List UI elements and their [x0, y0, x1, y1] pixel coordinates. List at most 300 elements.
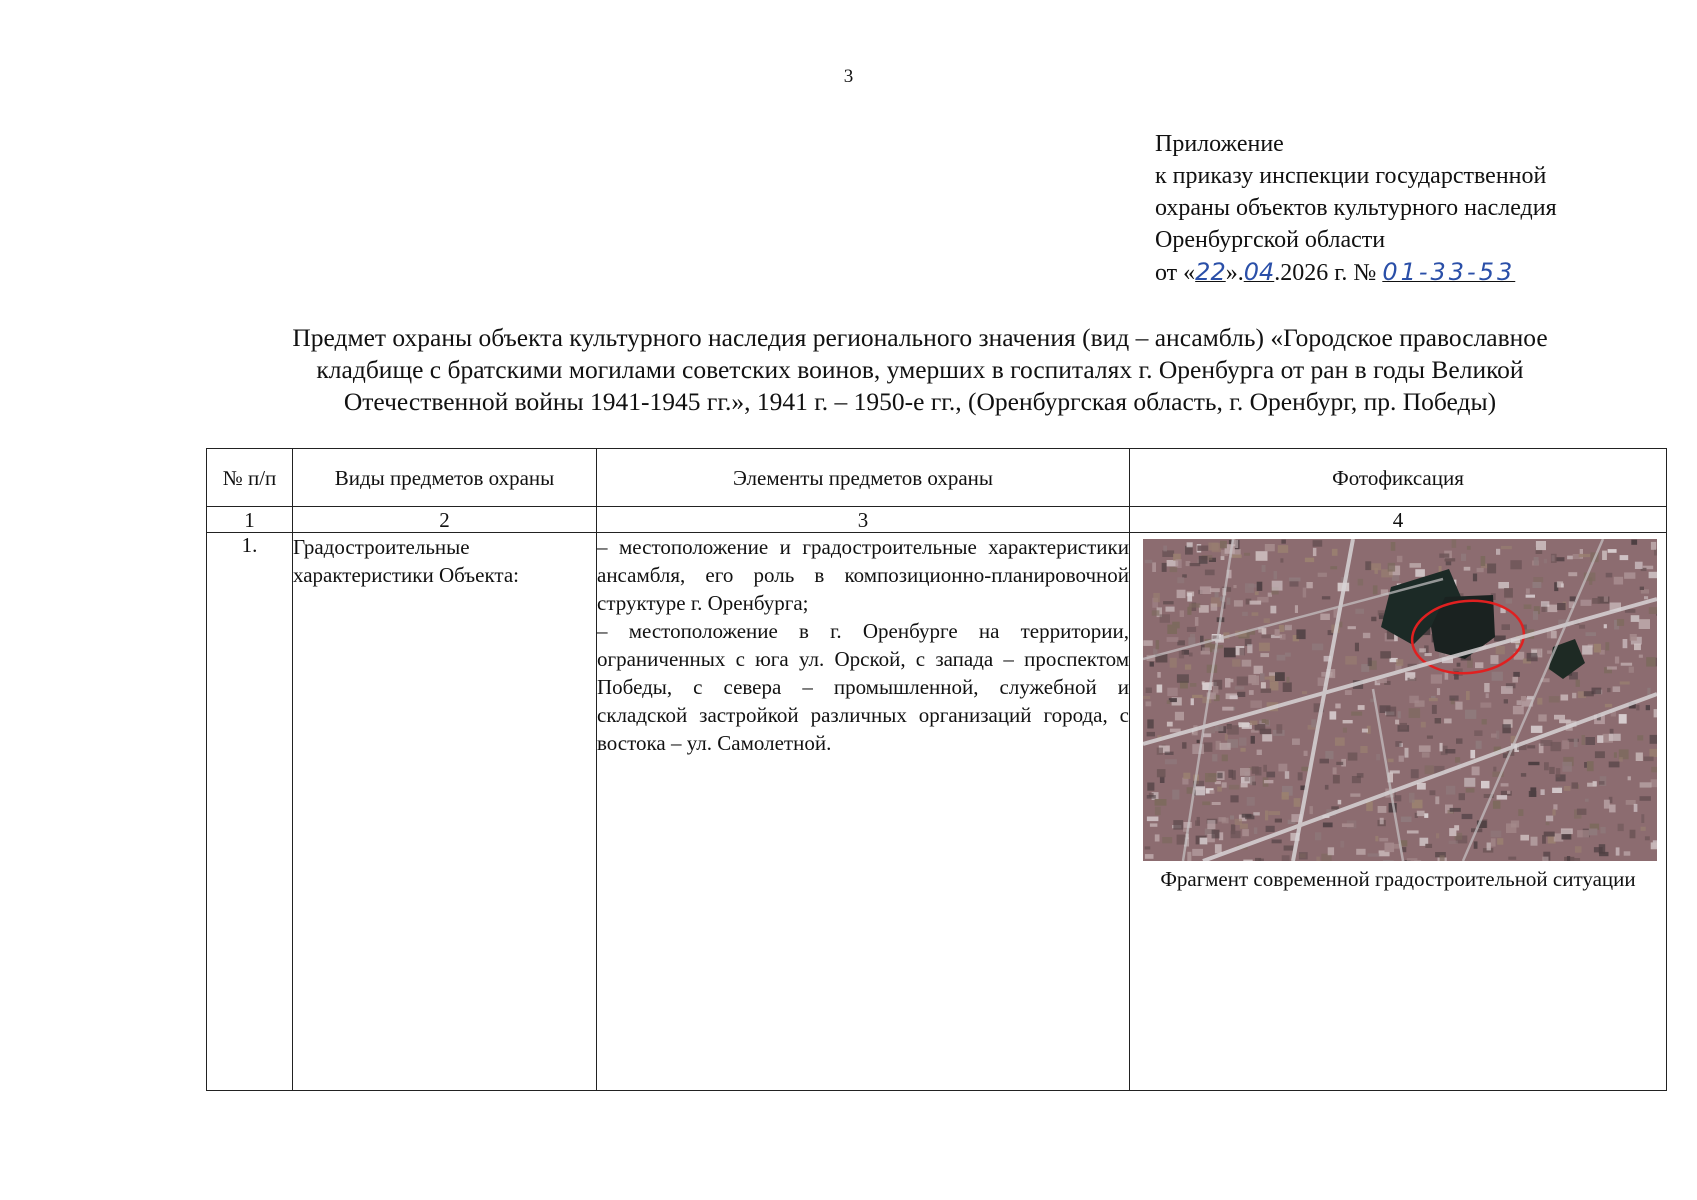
map-texture-block	[1497, 838, 1503, 845]
map-texture-block	[1624, 851, 1631, 855]
map-texture-block	[1227, 598, 1231, 605]
map-texture-block	[1542, 857, 1548, 861]
map-texture-block	[1145, 846, 1151, 849]
map-texture-block	[1215, 726, 1223, 732]
map-texture-block	[1572, 693, 1576, 699]
map-texture-block	[1501, 783, 1509, 786]
map-texture-block	[1262, 719, 1266, 723]
map-texture-block	[1232, 659, 1241, 667]
map-texture-block	[1348, 753, 1358, 761]
map-texture-block	[1183, 773, 1190, 779]
map-texture-block	[1219, 832, 1223, 840]
map-texture-block	[1411, 769, 1419, 778]
map-texture-block	[1556, 768, 1560, 777]
map-texture-block	[1496, 646, 1505, 654]
map-texture-block	[1640, 796, 1651, 801]
map-texture-block	[1323, 823, 1333, 828]
map-texture-block	[1630, 830, 1636, 839]
map-texture-block	[1400, 723, 1407, 730]
map-texture-block	[1579, 625, 1585, 629]
map-texture-block	[1175, 712, 1184, 721]
map-texture-block	[1147, 732, 1155, 737]
map-texture-block	[1501, 686, 1513, 694]
map-texture-block	[1520, 835, 1529, 841]
map-texture-block	[1262, 565, 1266, 572]
map-texture-block	[1276, 724, 1282, 733]
map-texture-block	[1170, 567, 1178, 572]
map-texture-block	[1303, 588, 1306, 598]
map-texture-block	[1449, 841, 1458, 844]
map-texture-block	[1274, 571, 1278, 579]
map-texture-block	[1252, 612, 1259, 616]
map-texture-block	[1477, 568, 1484, 572]
map-texture-block	[1177, 835, 1186, 845]
map-texture-block	[1262, 734, 1272, 741]
map-texture-block	[1188, 637, 1195, 645]
map-texture-block	[1335, 704, 1340, 709]
map-texture-block	[1282, 855, 1290, 861]
map-texture-block	[1476, 741, 1482, 749]
map-texture-block	[1275, 819, 1282, 823]
map-texture-block	[1521, 773, 1526, 777]
map-texture-block	[1190, 563, 1201, 566]
map-texture-block	[1264, 780, 1274, 783]
map-texture-block	[1592, 598, 1600, 604]
map-texture-block	[1501, 546, 1512, 549]
map-texture-block	[1292, 739, 1300, 745]
map-texture-block	[1358, 705, 1365, 710]
map-texture-block	[1254, 827, 1257, 834]
map-texture-block	[1208, 543, 1218, 551]
map-texture-block	[1330, 566, 1337, 569]
map-texture-block	[1249, 690, 1254, 695]
row-photo	[1130, 533, 1667, 1091]
map-texture-block	[1298, 772, 1303, 780]
map-texture-block	[1250, 721, 1258, 725]
map-texture-block	[1237, 677, 1248, 686]
map-texture-block	[1279, 625, 1284, 632]
map-texture-block	[1486, 693, 1489, 698]
map-texture-block	[1544, 762, 1549, 770]
map-texture-block	[1162, 837, 1172, 843]
map-texture-block	[1531, 837, 1538, 846]
map-texture-block	[1619, 757, 1623, 762]
map-texture-block	[1506, 599, 1513, 604]
map-texture-block	[1534, 557, 1539, 565]
map-texture-block	[1286, 677, 1289, 683]
map-texture-block	[1220, 743, 1231, 750]
map-texture-block	[1473, 574, 1477, 582]
map-texture-block	[1167, 688, 1177, 696]
map-texture-block	[1189, 603, 1201, 607]
map-texture-block	[1375, 836, 1378, 841]
map-texture-block	[1200, 586, 1211, 594]
map-texture-block	[1552, 809, 1555, 815]
map-texture-block	[1446, 561, 1452, 565]
map-texture-block	[1187, 607, 1191, 615]
map-texture-block	[1537, 649, 1541, 656]
map-texture-block	[1251, 736, 1255, 744]
map-texture-block	[1493, 801, 1501, 809]
map-texture-block	[1395, 741, 1401, 747]
map-texture-block	[1265, 544, 1275, 551]
map-texture-block	[1187, 627, 1196, 632]
map-texture-block	[1579, 554, 1590, 557]
map-texture-block	[1386, 707, 1396, 717]
map-texture-block	[1225, 678, 1231, 687]
map-texture-block	[1336, 762, 1343, 765]
map-texture-block	[1540, 740, 1552, 746]
map-texture-block	[1575, 846, 1582, 853]
map-texture-block	[1289, 578, 1301, 582]
map-texture-block	[1620, 555, 1629, 560]
map-texture-block	[1247, 644, 1252, 653]
map-texture-block	[1272, 840, 1282, 844]
map-texture-block	[1196, 786, 1206, 795]
map-texture-block	[1606, 573, 1613, 578]
map-texture-block	[1654, 549, 1657, 556]
map-texture-block	[1230, 795, 1238, 802]
map-texture-block	[1296, 629, 1305, 639]
map-texture-block	[1340, 841, 1344, 848]
map-texture-block	[1242, 829, 1249, 836]
map-texture-block	[1268, 811, 1280, 815]
map-texture-block	[1549, 696, 1560, 702]
map-texture-block	[1237, 692, 1245, 697]
map-texture-block	[1345, 656, 1357, 665]
map-texture-block	[1446, 786, 1455, 795]
map-texture-block	[1182, 742, 1186, 749]
map-texture-block	[1212, 830, 1220, 839]
map-texture-block	[1230, 695, 1238, 699]
column-number-row: 1 2 3 4	[207, 507, 1667, 533]
map-texture-block	[1562, 740, 1569, 749]
map-texture-block	[1332, 549, 1338, 556]
map-texture-block	[1440, 855, 1445, 861]
map-texture-block	[1259, 643, 1270, 652]
map-texture-block	[1182, 574, 1187, 577]
map-texture-block	[1651, 767, 1657, 773]
map-texture-block	[1155, 807, 1161, 815]
map-texture-block	[1187, 542, 1193, 547]
map-texture-block	[1504, 588, 1513, 598]
map-texture-block	[1435, 796, 1439, 804]
map-texture-block	[1419, 745, 1431, 752]
map-texture-block	[1311, 719, 1316, 727]
map-texture-block	[1609, 762, 1620, 768]
map-texture-block	[1281, 540, 1286, 544]
map-texture-block	[1496, 549, 1500, 555]
map-texture-block	[1199, 605, 1209, 613]
map-texture-block	[1449, 828, 1456, 836]
map-texture-block	[1405, 748, 1409, 758]
map-texture-block	[1435, 718, 1441, 724]
map-texture-block	[1533, 577, 1543, 582]
map-texture-block	[1582, 645, 1593, 654]
map-texture-block	[1636, 753, 1643, 762]
map-texture-block	[1224, 648, 1236, 658]
map-texture-block	[1607, 666, 1617, 669]
map-texture-block	[1605, 642, 1609, 650]
map-texture-block	[1445, 749, 1455, 754]
map-texture-block	[1197, 546, 1208, 551]
map-texture-block	[1527, 653, 1538, 661]
map-texture-block	[1530, 787, 1536, 796]
map-texture-block	[1222, 782, 1227, 787]
map-texture-block	[1430, 790, 1436, 795]
map-texture-block	[1285, 771, 1289, 779]
map-texture-block	[1157, 748, 1163, 755]
map-texture-block	[1150, 662, 1154, 667]
header-photo: Фотофиксация	[1130, 449, 1667, 507]
map-texture-block	[1409, 708, 1421, 718]
map-texture-block	[1474, 730, 1482, 736]
map-texture-block	[1475, 662, 1483, 668]
map-texture-block	[1342, 823, 1354, 827]
map-texture-block	[1407, 830, 1419, 833]
handwritten-day: 22	[1195, 258, 1226, 286]
map-texture-block	[1187, 787, 1193, 794]
map-texture-block	[1202, 802, 1210, 806]
map-texture-block	[1482, 719, 1487, 724]
map-texture-block	[1619, 714, 1627, 724]
map-texture-block	[1157, 685, 1163, 693]
map-texture-block	[1577, 809, 1587, 815]
map-texture-block	[1177, 577, 1184, 583]
map-texture-block	[1306, 582, 1312, 588]
map-texture-block	[1147, 719, 1153, 728]
map-texture-block	[1350, 793, 1360, 796]
map-texture-block	[1586, 632, 1597, 636]
map-texture-block	[1623, 639, 1628, 648]
map-texture-block	[1589, 829, 1598, 836]
map-texture-block	[1376, 754, 1380, 760]
map-texture-block	[1277, 655, 1286, 661]
map-texture-block	[1409, 696, 1419, 703]
map-texture-block	[1261, 634, 1271, 638]
map-texture-block	[1577, 830, 1589, 837]
map-texture-block	[1568, 572, 1577, 576]
map-texture-block	[1260, 653, 1269, 657]
appendix-block	[1155, 128, 1557, 289]
map-texture-block	[1217, 773, 1222, 779]
map-texture-block	[1150, 823, 1158, 826]
map-texture-block	[1637, 735, 1643, 740]
map-texture-block	[1155, 834, 1160, 841]
handwritten-order-number: 01-33-53	[1382, 258, 1516, 286]
map-texture-block	[1605, 704, 1612, 707]
map-texture-block	[1302, 691, 1307, 694]
header-kind: Виды предметов охраны	[293, 449, 597, 507]
map-texture-block	[1234, 600, 1243, 606]
map-texture-block	[1649, 607, 1657, 614]
map-texture-block	[1649, 572, 1657, 578]
map-texture-block	[1544, 832, 1555, 837]
map-texture-block	[1631, 540, 1637, 545]
map-texture-block	[1541, 601, 1550, 607]
map-texture-block	[1355, 643, 1359, 652]
map-texture-block	[1651, 842, 1657, 849]
map-texture-block	[1491, 838, 1496, 846]
map-texture-block	[1222, 755, 1228, 762]
map-texture-block	[1427, 736, 1433, 739]
satellite-map-image	[1143, 539, 1657, 861]
map-texture-block	[1390, 770, 1400, 773]
map-texture-block	[1363, 633, 1370, 638]
map-texture-block	[1190, 683, 1196, 687]
map-texture-block	[1464, 778, 1475, 787]
map-texture-block	[1202, 647, 1210, 654]
map-texture-block	[1536, 541, 1546, 550]
map-texture-block	[1616, 847, 1620, 855]
map-texture-block	[1630, 634, 1637, 641]
map-texture-block	[1512, 677, 1518, 683]
map-texture-block	[1250, 601, 1262, 605]
map-texture-block	[1608, 549, 1617, 553]
map-texture-block	[1254, 666, 1263, 674]
map-texture-block	[1371, 617, 1376, 622]
map-texture-block	[1614, 577, 1623, 585]
map-texture-block	[1212, 802, 1221, 805]
map-texture-block	[1497, 795, 1508, 800]
map-texture-block	[1599, 781, 1605, 785]
map-texture-block	[1436, 833, 1439, 838]
map-texture-block	[1629, 667, 1634, 673]
map-texture-block	[1474, 841, 1478, 848]
map-texture-block	[1466, 788, 1475, 793]
map-texture-block	[1487, 564, 1496, 574]
map-texture-block	[1215, 844, 1222, 853]
map-texture-block	[1562, 762, 1572, 772]
map-texture-block	[1521, 696, 1526, 701]
map-texture-block	[1607, 688, 1610, 692]
map-texture-block	[1571, 858, 1580, 861]
map-texture-block	[1654, 709, 1657, 717]
map-texture-block	[1644, 596, 1648, 599]
map-texture-block	[1380, 651, 1391, 658]
map-texture-block	[1240, 648, 1245, 655]
map-texture-block	[1585, 799, 1589, 802]
map-texture-block	[1167, 625, 1177, 634]
map-texture-block	[1248, 675, 1256, 684]
map-texture-block	[1429, 698, 1438, 701]
map-texture-block	[1152, 610, 1160, 615]
map-texture-block	[1152, 562, 1156, 572]
map-texture-block	[1160, 614, 1170, 623]
map-texture-block	[1322, 596, 1330, 599]
map-texture-block	[1546, 822, 1550, 825]
map-texture-block	[1561, 695, 1569, 701]
map-texture-block	[1401, 817, 1412, 822]
map-texture-block	[1348, 626, 1356, 629]
map-texture-block	[1644, 757, 1654, 762]
map-texture-block	[1624, 572, 1635, 578]
map-texture-block	[1199, 556, 1208, 564]
map-texture-block	[1492, 672, 1503, 681]
map-texture-block	[1235, 686, 1245, 689]
map-texture-block	[1222, 707, 1233, 711]
map-texture-block	[1362, 729, 1368, 733]
map-texture-block	[1450, 808, 1461, 812]
map-texture-block	[1493, 767, 1496, 772]
map-texture-block	[1409, 793, 1415, 803]
map-texture-block	[1213, 686, 1218, 694]
map-texture-block	[1333, 767, 1337, 774]
map-texture-block	[1147, 817, 1159, 822]
map-texture-block	[1650, 749, 1658, 757]
map-texture-block	[1532, 582, 1541, 588]
map-texture-block	[1170, 658, 1177, 668]
map-texture-block	[1628, 776, 1631, 780]
map-texture-block	[1487, 843, 1491, 851]
map-texture-block	[1437, 688, 1440, 695]
map-texture-block	[1315, 832, 1321, 840]
map-texture-block	[1620, 681, 1630, 684]
map-texture-block	[1282, 792, 1289, 800]
handwritten-month: 04	[1243, 258, 1275, 286]
map-texture-block	[1266, 826, 1275, 832]
map-texture-block	[1395, 720, 1399, 725]
appendix-line: Оренбургской области	[1155, 227, 1386, 253]
map-texture-block	[1176, 559, 1182, 568]
map-texture-block	[1242, 612, 1248, 616]
map-texture-block	[1165, 752, 1174, 755]
map-texture-block	[1614, 752, 1617, 758]
map-texture-block	[1440, 743, 1443, 752]
map-texture-block	[1646, 657, 1656, 666]
map-texture-block	[1145, 560, 1153, 563]
map-texture-block	[1621, 663, 1632, 666]
map-texture-block	[1343, 728, 1347, 733]
map-texture-block	[1189, 653, 1193, 657]
map-texture-block	[1587, 783, 1596, 787]
map-texture-block	[1379, 838, 1388, 842]
map-texture-block	[1617, 619, 1624, 626]
map-texture-block	[1358, 579, 1364, 586]
map-texture-block	[1316, 857, 1320, 861]
map-texture-block	[1597, 735, 1603, 743]
map-texture-block	[1247, 797, 1255, 806]
map-texture-block	[1318, 573, 1327, 577]
map-texture-block	[1231, 831, 1241, 839]
map-texture-block	[1388, 759, 1394, 763]
map-texture-block	[1415, 569, 1425, 577]
map-texture-block	[1455, 757, 1460, 763]
map-texture-block	[1266, 772, 1275, 778]
map-texture-block	[1396, 659, 1403, 666]
map-texture-block	[1517, 700, 1522, 705]
map-texture-block	[1179, 651, 1184, 659]
header-elements: Элементы предметов охраны	[597, 449, 1130, 507]
map-texture-block	[1210, 588, 1220, 592]
row-elements: – местоположение и градостроительные характеристики ансамбля, его роль в композиционно-планировочной структуре г. Оренбурга; – местоположение в г. Оренбурге на территории, ограниченных с юга ул. Орской, с запада – проспектом Победы, с севера – промышленной, служебной и складской застройкой различных организаций города, с востока – ул. Самолетной.	[597, 533, 1130, 1091]
map-texture-block	[1250, 701, 1262, 708]
map-texture-block	[1360, 746, 1367, 753]
map-texture-block	[1186, 561, 1191, 566]
map-texture-block	[1167, 637, 1179, 642]
map-texture-block	[1528, 762, 1539, 765]
map-texture-block	[1283, 682, 1292, 692]
map-texture-block	[1417, 811, 1425, 816]
map-texture-block	[1205, 773, 1216, 782]
map-texture-block	[1502, 624, 1511, 630]
map-texture-block	[1242, 660, 1252, 667]
map-texture-block	[1156, 640, 1160, 649]
map-texture-block	[1333, 775, 1340, 784]
map-texture-block	[1255, 858, 1261, 861]
map-texture-block	[1235, 540, 1238, 548]
appendix-line: к приказу инспекции государственной	[1155, 163, 1547, 189]
